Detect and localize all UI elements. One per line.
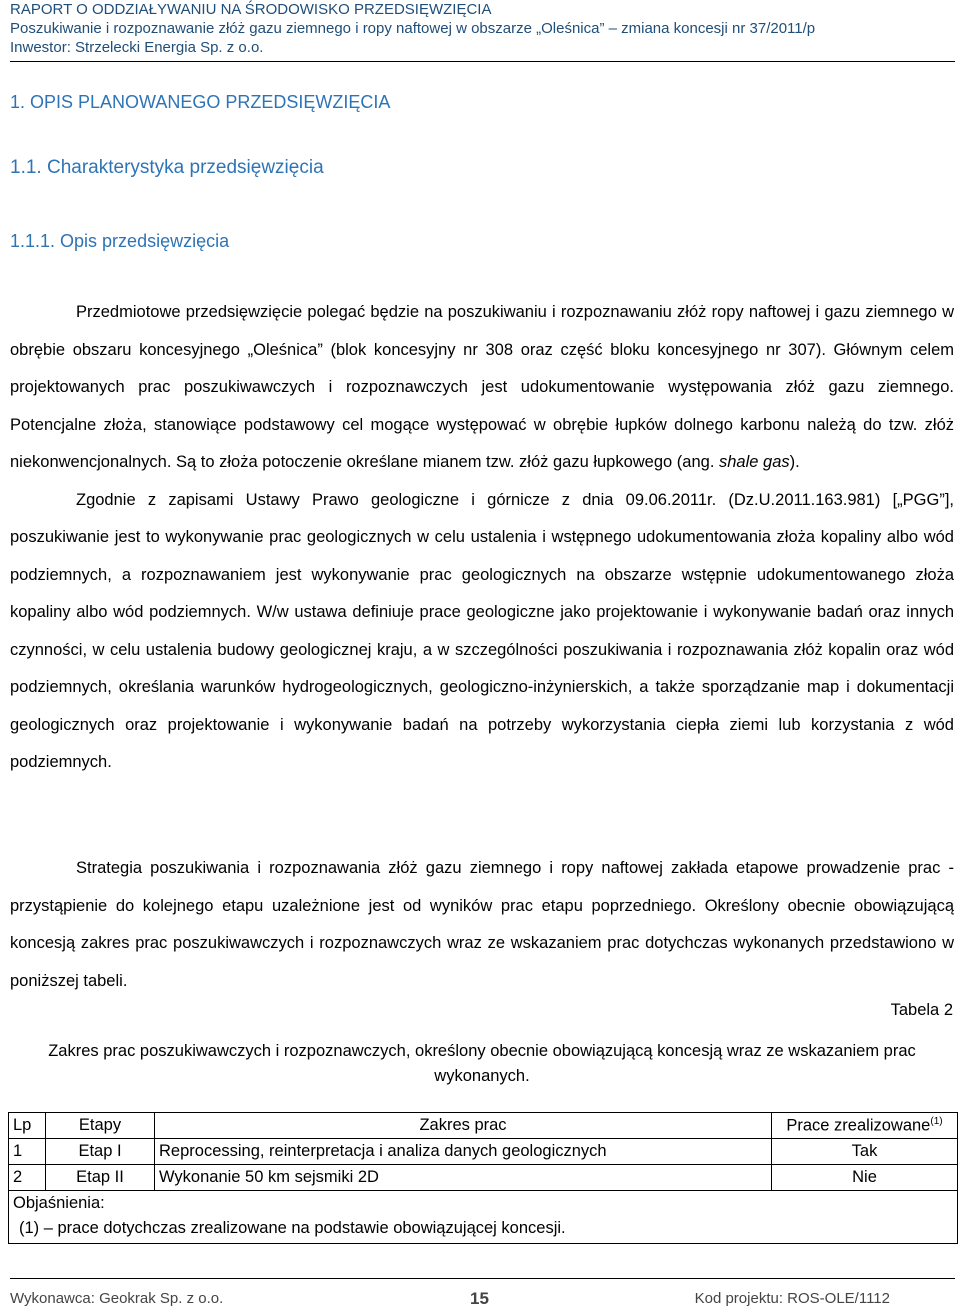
table-label: Tabela 2 [890,1001,953,1019]
paragraph-legal-definition: Zgodnie z zapisami Ustawy Prawo geologiczne i górnicze z dnia 09.06.2011r. (Dz.U.2011.163.981) [„PGG”], poszukiwanie jest to wykonywanie prac geologicznych w celu ustalenia i wstępnego udokumentowania złoża kopaliny albo wód podziemnych, a rozpoznawaniem jest wykonywanie prac geologicznych na obszarze wstępnie udokumentowanego złoża kopaliny albo wód podziemnych. W/w ustawa definiuje prace geologiczne jako projektowanie i wykonywanie badań oraz innych czynności, w celu ustalenia budowy geologicznej kraju, a w szczególności poszukiwania i rozpoznawania złóż kopalin oraz wód podziemnych, określania warunków hydrogeologicznych, geologiczno-inżynierskich, a także sporządzanie map i dokumentacji geologicznych oraz projektowanie i wykonywanie badań na potrzeby wykorzystania ciepła ziemi lub korzystania z wód podziemnych. [10,490,954,771]
notes-title: Objaśnienia: [13,1194,105,1212]
row2-lp: 2 [9,1165,46,1191]
row1-prace: Tak [772,1139,958,1165]
table-caption: Zakres prac poszukiwawczych i rozpoznawczych, określony obecnie obowiązującą koncesją wraz ze wskazaniem prac wykonanych. [48,1042,916,1085]
row2-prace: Nie [772,1165,958,1191]
running-header [10,0,950,57]
footer-contractor: Wykonawca: Geokrak Sp. z o.o. [10,1290,224,1307]
header-prace-text: Prace zrealizowane [786,1116,931,1135]
header-etapy: Etapy [46,1113,155,1139]
section-heading-1: 1. OPIS PLANOWANEGO PRZEDSIĘWZIĘCIA [10,92,391,112]
paragraph-strategy: Strategia poszukiwania i rozpoznawania złóż gazu ziemnego i ropy naftowej zakłada etapowe prowadzenie prac - przystąpienie do kolejnego etapu uzależnione jest od wyników prac etapu poprzedniego. Określony obecnie obowiązującą koncesją zakres prac poszukiwawczych i rozpoznawczych wraz ze wskazaniem prac dotychczas wykonanych przedstawiono w poniższej tabeli. [10,859,954,990]
scope-table [8,1112,958,1244]
header-divider [10,61,955,62]
header-prace [772,1113,958,1139]
row1-etap: Etap I [46,1139,155,1165]
header-project-title: Poszukiwanie i rozpoznawanie złóż gazu ziemnego i ropy naftowej w obszarze „Oleśnica” – zmiana koncesji nr 37/2011/p [10,20,816,37]
row2-zakres: Wykonanie 50 km sejsmiki 2D [155,1165,772,1191]
footer-divider [10,1278,955,1279]
paragraph-description-italic: shale gas [719,453,790,471]
section-heading-1-1-1: 1.1.1. Opis przedsięwzięcia [10,231,230,251]
page-number: 15 [470,1289,489,1308]
table-row [9,1139,958,1165]
table-notes [9,1191,958,1244]
row2-etap: Etap II [46,1165,155,1191]
body-text-block-2 [10,850,954,1000]
table-header-row [9,1113,958,1139]
row1-zakres: Reprocessing, reinterpretacja i analiza danych geologicznych [155,1139,772,1165]
paragraph-description-text: Przedmiotowe przedsięwzięcie polegać będzie na poszukiwaniu i rozpoznawaniu złóż ropy naftowej i gazu ziemnego w obrębie obszaru koncesyjnego „Oleśnica” (blok koncesyjny nr 308 oraz część bloku koncesyjnego nr 307). Głównym celem projektowanych prac poszukiwawczych i rozpoznawczych jest udokumentowanie występowania złóż gazu ziemnego. Potencjalne złoża, stanowiące podstawowy cel mogące występować w obrębie łupków dolnego karbonu należą do tzw. złóż niekonwencjonalnych. Są to złoża potoczenie określane mianem tzw. złóż gazu łupkowego (ang. [10,303,954,471]
header-report-title: RAPORT O ODDZIAŁYWANIU NA ŚRODOWISKO PRZEDSIĘWZIĘCIA [10,1,492,18]
table-notes-row [9,1191,958,1244]
table-row [9,1165,958,1191]
note-1: (1) – prace dotychczas zrealizowane na podstawie obowiązującej koncesji. [19,1219,566,1237]
row1-lp: 1 [9,1139,46,1165]
header-prace-footnote: (1) [930,1115,943,1127]
section-heading-1-1: 1.1. Charakterystyka przedsięwzięcia [10,157,324,178]
header-lp: Lp [9,1113,46,1139]
header-investor: Inwestor: Strzelecki Energia Sp. z o.o. [10,39,264,56]
header-zakres: Zakres prac [155,1113,772,1139]
footer-project-code: Kod projektu: ROS-OLE/1112 [694,1290,890,1307]
body-text-block [10,294,954,782]
paragraph-description-end: ). [789,453,800,471]
paragraph-description [10,294,954,482]
